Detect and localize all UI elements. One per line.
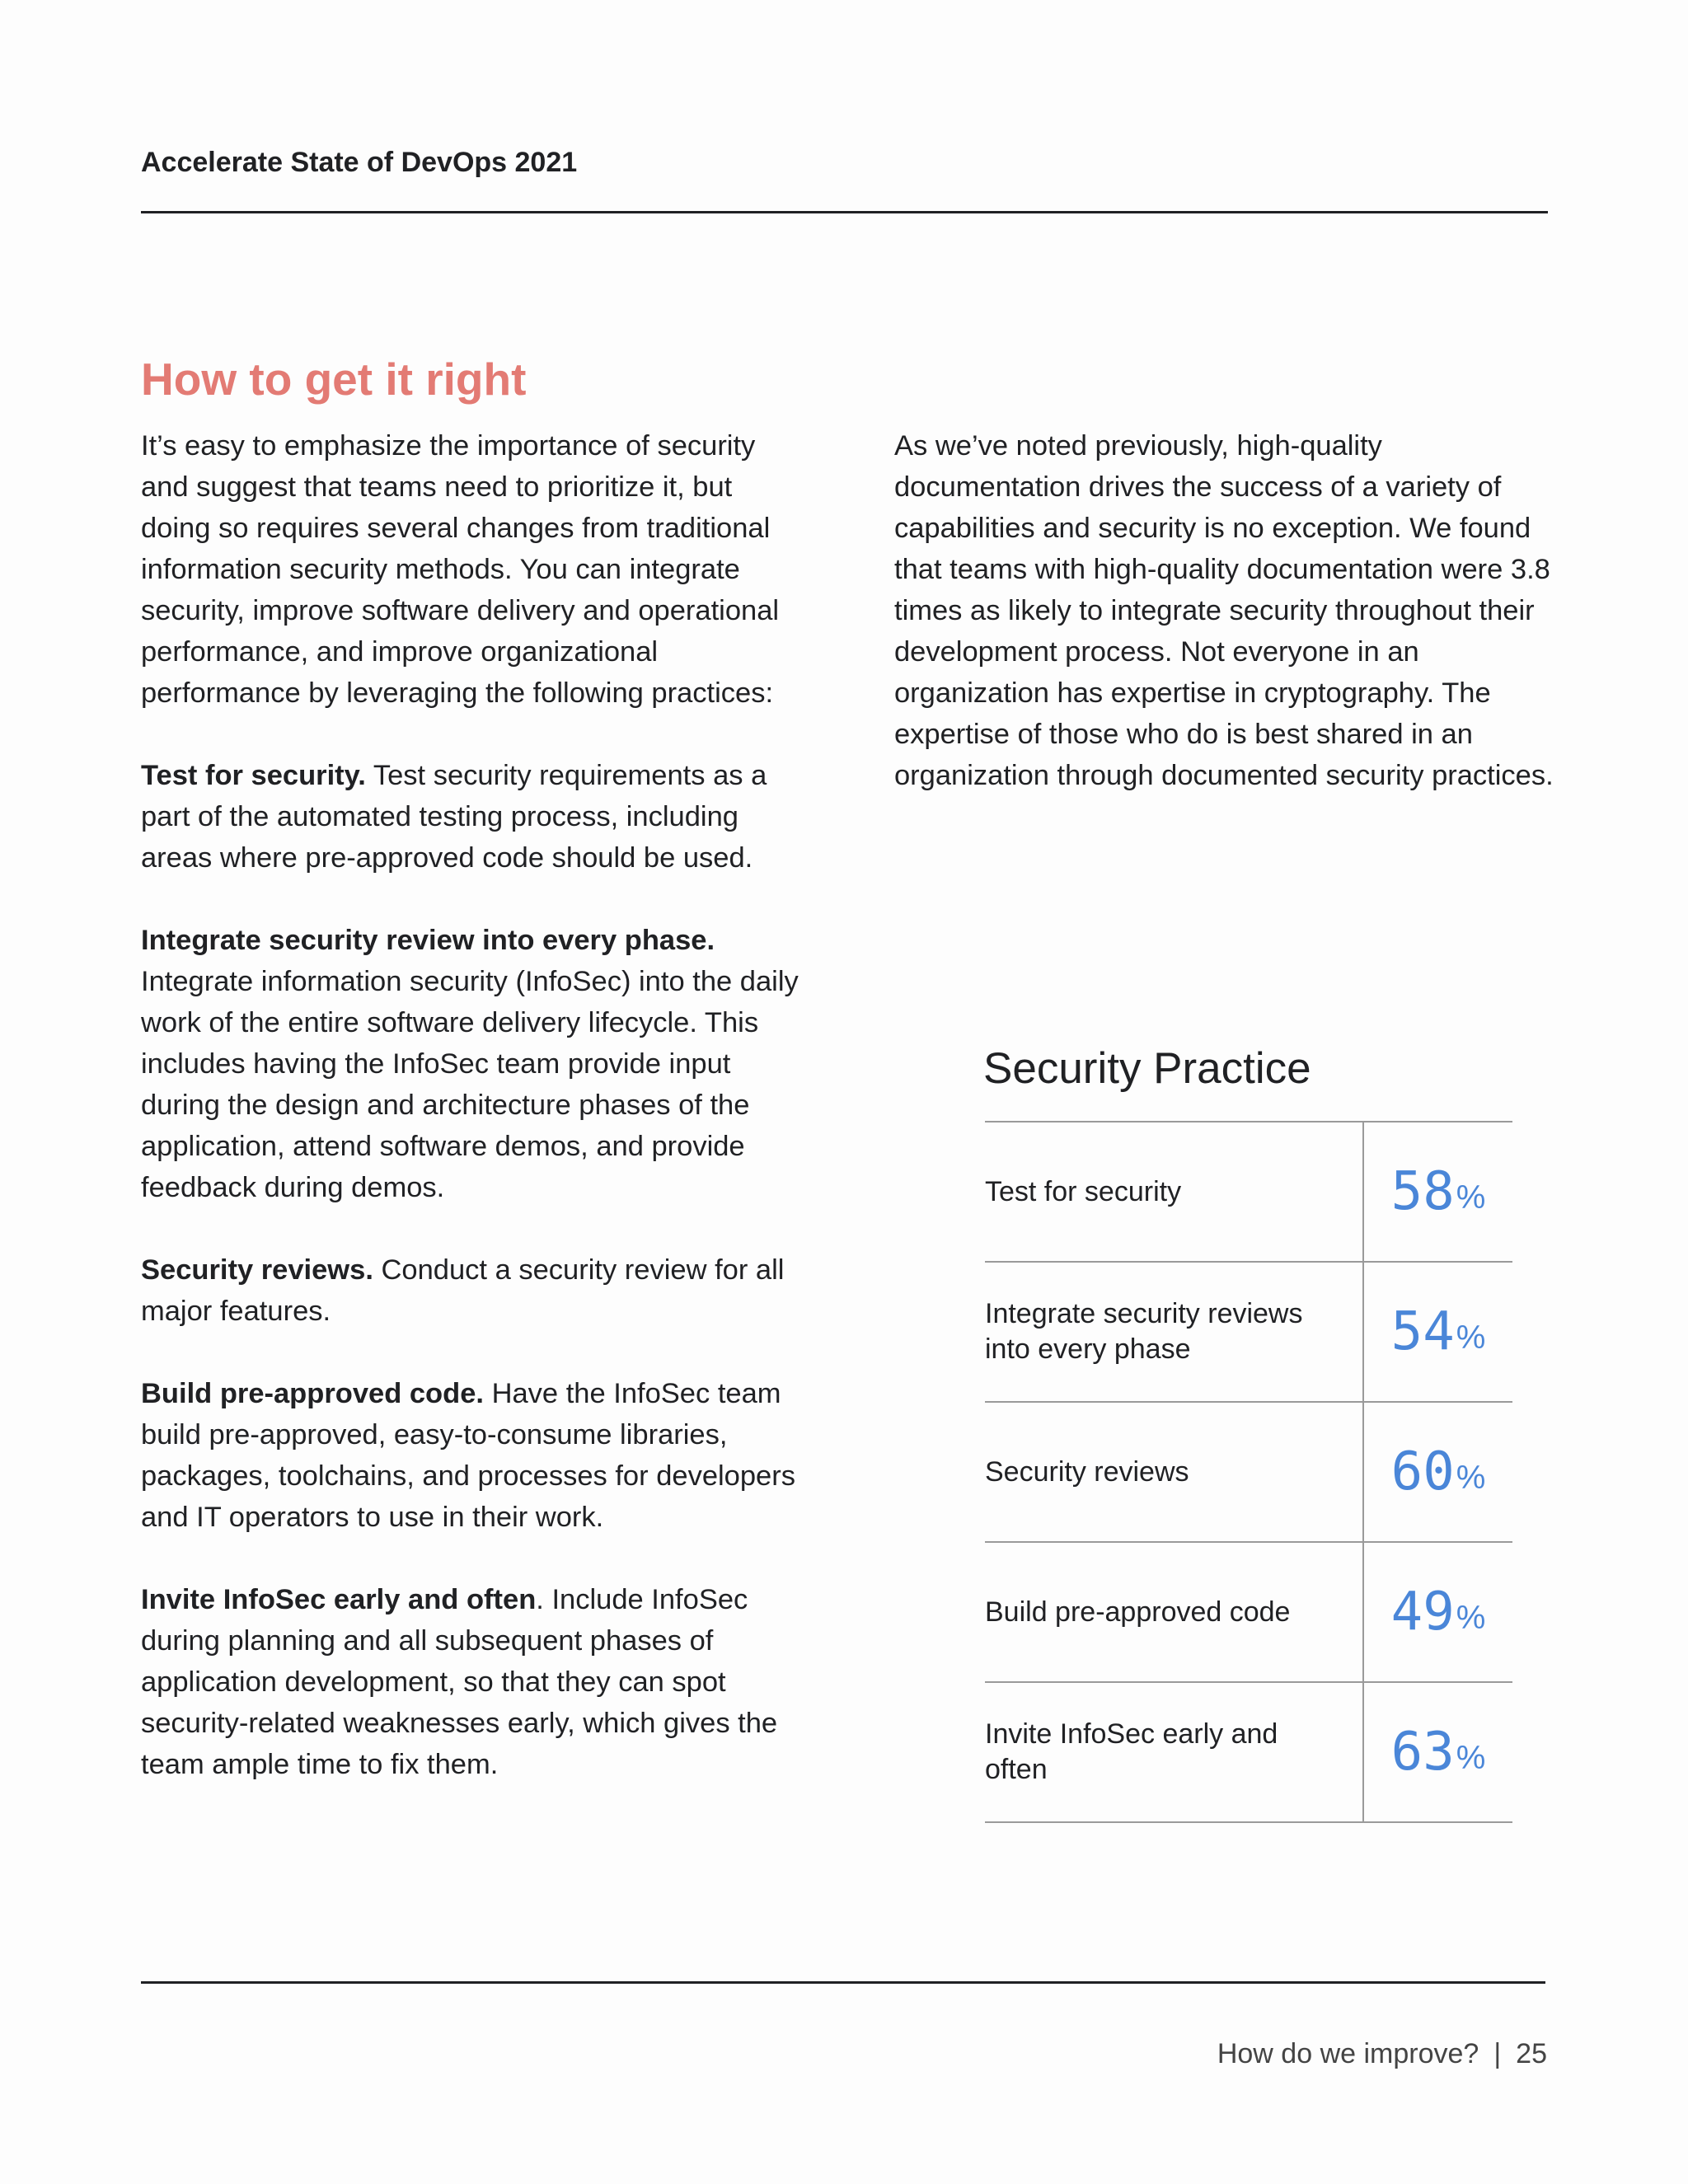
practice-label: Integrate security reviews into every phase [985,1298,1303,1365]
practice-label: Security reviews [985,1455,1189,1488]
practice-paragraph [141,1373,809,1538]
practice-text: Integrate information security (InfoSec) into the daily work of the entire software delivery lifecycle. This includes having the InfoSec team provide input during the design and architecture phases of the application, attend software demos, and provide feedback during demos. [141,966,799,1203]
percentage-value: 54 [1390,1301,1455,1362]
page-footer [1217,2037,1547,2070]
report-title: Accelerate State of DevOps 2021 [141,147,578,178]
footer-section-title: How do we improve? [1217,2038,1479,2069]
documentation-paragraph: As we’ve noted previously, high-quality documentation drives the success of a variety of capabilities and security is no exception. We found that teams with high-quality documentation were 3.8 times as likely to integrate security throughout their development process. Not everyone in an organization has expertise in cryptography. The expertise of those who do is best shared in an organization through documented security practices. [894,430,1554,791]
practice-label: Invite InfoSec early and often [985,1718,1278,1785]
practice-label: Test for security [985,1175,1182,1207]
security-practice-table [985,1121,1512,1823]
practice-percentage [1362,1122,1512,1261]
practice-name: Test for security. [141,760,366,791]
practice-text: Have the InfoSec team build pre-approved, easy-to-consume libraries, packages, toolchains, and processes for developers and IT operators to use in their work. [141,1378,795,1533]
percentage-value: 63 [1390,1722,1455,1783]
intro-paragraph: It’s easy to emphasize the importance of security and suggest that teams need to prioritize it, but doing so requires several changes from traditional information security methods. You can integrate security, improve software delivery and operational performance, and improve organizational performance by leveraging the following practices: [141,430,780,709]
footer-divider [141,1981,1545,1984]
practice-paragraph [141,755,809,879]
table-row [985,1122,1512,1263]
practice-percentage [1362,1543,1512,1681]
percentage-value: 60 [1390,1441,1455,1502]
practice-percentage [1362,1403,1512,1541]
percent-sign: % [1456,1599,1486,1636]
percent-sign: % [1456,1739,1486,1776]
practice-text: Test security requirements as a part of the automated testing process, including areas where pre-approved code should be used. [141,760,767,874]
left-column [141,425,809,1826]
practice-paragraph [141,1579,809,1785]
percentage-value: 49 [1390,1582,1455,1643]
table-row [985,1543,1512,1683]
footer-separator: | [1493,2038,1502,2069]
page-number: 25 [1516,2038,1547,2069]
percent-sign: % [1456,1319,1486,1356]
practice-name: Invite InfoSec early and often [141,1584,537,1615]
practice-text: Conduct a security review for all major features. [141,1254,785,1327]
practice-text: . Include InfoSec during planning and all subsequent phases of application development, so that they can spot security-related weaknesses early, which gives the team ample time to fix them. [141,1584,778,1780]
table-row [985,1683,1512,1823]
percent-sign: % [1456,1179,1486,1216]
practice-name: Integrate security review into every phase. [141,925,715,956]
practice-percentage [1362,1263,1512,1401]
practice-name: Build pre-approved code. [141,1378,484,1409]
practice-name: Security reviews. [141,1254,373,1286]
right-column [894,425,1554,837]
header-divider [141,211,1548,213]
table-title: Security Practice [983,1044,1311,1093]
table-row [985,1403,1512,1543]
practice-paragraph [141,920,809,1208]
percent-sign: % [1456,1459,1486,1496]
table-row [985,1263,1512,1403]
practice-percentage [1362,1683,1512,1821]
percentage-value: 58 [1390,1161,1455,1222]
practice-paragraph [141,1249,809,1332]
practice-label: Build pre-approved code [985,1596,1291,1628]
section-heading: How to get it right [141,354,527,405]
